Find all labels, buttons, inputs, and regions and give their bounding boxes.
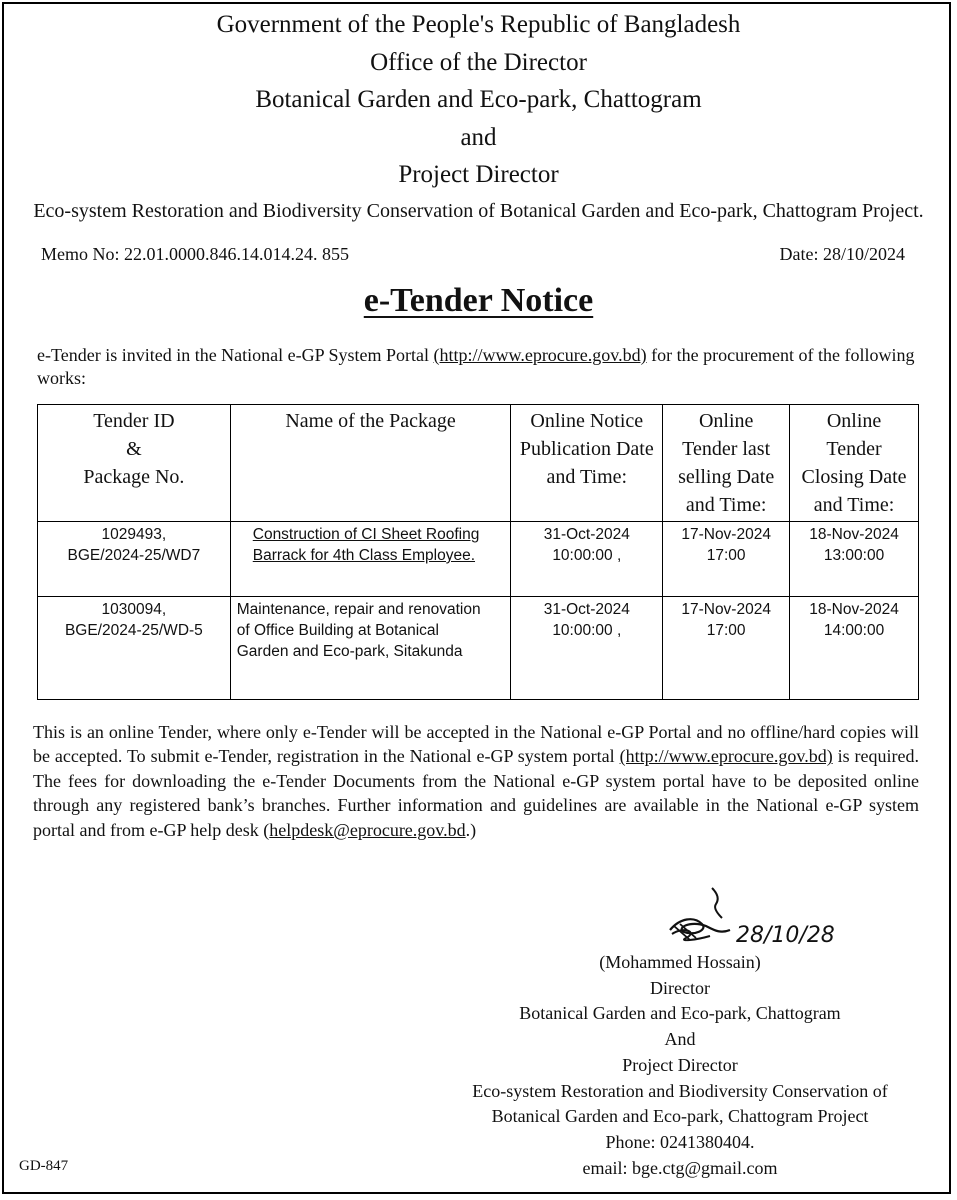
package-name-line: Construction of CI Sheet Roofing [252, 526, 480, 543]
header-tender-id-line: Tender ID [93, 410, 175, 432]
header-tender-id-line: Package No. [83, 466, 185, 488]
notice-title-text: e-Tender Notice [363, 282, 594, 319]
package-name-line: Garden and Eco-park, Sitakunda [236, 643, 463, 660]
table-row [38, 522, 919, 597]
cell-publication [511, 522, 663, 597]
closing-time: 13:00:00 [823, 547, 885, 564]
table-row [38, 597, 919, 700]
header-closing-line: and Time: [813, 494, 895, 516]
closing-date: 18-Nov-2024 [809, 601, 899, 618]
tender-table [37, 404, 919, 700]
header-publication-line: and Time: [546, 466, 628, 488]
cell-package-name [230, 522, 511, 597]
publication-date: 31-Oct-2024 [543, 601, 630, 618]
letterhead [0, 6, 957, 226]
memo-row [41, 244, 905, 265]
instructions-text: is required. The fees for downloading the e-Tender Documents from the National e-GP system portal have to be deposited online through any registered bank’s branches. Further information and guidelines are available in the National e-GP system portal and from e-GP help desk ( [33, 746, 919, 840]
signatory-project: Eco-system Restoration and Biodiversity Conservation of [472, 1080, 888, 1101]
signatory-title: Director [650, 977, 710, 998]
intro-text-end: for the procurement of the following works: [37, 345, 915, 388]
footer-code: GD-847 [19, 1158, 69, 1174]
publication-date: 31-Oct-2024 [543, 526, 630, 543]
header-package-name-text: Name of the Package [285, 410, 456, 432]
selling-date: 17-Nov-2024 [681, 526, 771, 543]
project-director-title: Project Director [398, 161, 559, 188]
intro-paragraph [37, 344, 917, 390]
tender-id: 1029493, [101, 526, 167, 543]
office-title: Office of the Director [370, 48, 587, 76]
header-selling-line: Tender last [682, 438, 771, 460]
cell-tender-id [38, 597, 231, 700]
package-no: BGE/2024-25/WD-5 [64, 622, 203, 639]
header-selling [663, 405, 790, 522]
header-package-name [230, 405, 511, 522]
selling-time: 17:00 [706, 547, 746, 564]
header-closing-line: Online [826, 410, 882, 432]
signatory-phone: Phone: 0241380404. [605, 1131, 755, 1152]
header-selling-line: Online [698, 410, 754, 432]
government-title: Government of the People's Republic of Bangladesh [216, 11, 741, 38]
package-no: BGE/2024-25/WD7 [67, 547, 201, 564]
signatory-email: email: bge.ctg@gmail.com [582, 1157, 778, 1178]
cell-selling [663, 522, 790, 597]
publication-time: 10:00:00 , [552, 547, 622, 564]
and-text: and [460, 123, 497, 151]
instructions-paragraph [33, 720, 919, 842]
tender-id: 1030094, [101, 601, 167, 618]
memo-date: Date: 28/10/2024 [779, 244, 905, 264]
helpdesk-email-link[interactable]: helpdesk@eprocure.gov.bd [269, 819, 466, 840]
instructions-text: This is an online Tender, where only e-Tender will be accepted in the National e-GP Portal and no offline/hard copies will be accepted. To submit e-Tender, registration in the National e-GP system portal [33, 722, 919, 767]
signatory-project: Botanical Garden and Eco-park, Chattogram Project [491, 1106, 869, 1127]
selling-time: 17:00 [706, 622, 746, 639]
signatory-title-2: Project Director [622, 1054, 738, 1075]
cell-closing [790, 597, 919, 700]
header-selling-line: and Time: [685, 494, 767, 516]
signature-date: 28/10/28 [736, 923, 835, 948]
package-name-line: Maintenance, repair and renovation [236, 601, 481, 618]
header-tender-id-line: & [126, 438, 142, 460]
header-closing-line: Closing Date [801, 466, 907, 488]
table-header-row [38, 405, 919, 522]
package-name-line: Barrack for 4th Class Employee. [252, 547, 476, 564]
project-title: Eco-system Restoration and Biodiversity Conservation of Botanical Garden and Eco-park, Chattogram Project. [33, 199, 924, 222]
notice-title [0, 282, 957, 320]
header-publication [511, 405, 663, 522]
header-publication-line: Online Notice [530, 410, 644, 432]
signatory-and: And [664, 1029, 696, 1050]
signatory-name: (Mohammed Hossain) [599, 952, 761, 972]
publication-time: 10:00:00 , [552, 622, 622, 639]
handwritten-signature [650, 880, 835, 960]
header-closing-line: Tender [826, 438, 882, 460]
eprocure-link[interactable]: (http://www.eprocure.gov.bd) [433, 345, 647, 365]
cell-package-name [230, 597, 511, 700]
cell-tender-id [38, 522, 231, 597]
closing-date: 18-Nov-2024 [809, 526, 899, 543]
header-selling-line: selling Date [678, 466, 775, 488]
garden-title: Botanical Garden and Eco-park, Chattogram [255, 86, 702, 113]
header-publication-line: Publication Date [519, 438, 654, 460]
instructions-text: .) [465, 819, 477, 840]
intro-text: e-Tender is invited in the National e-GP System Portal [37, 345, 434, 365]
cell-selling [663, 597, 790, 700]
header-tender-id [38, 405, 231, 522]
signatory-office: Botanical Garden and Eco-park, Chattogram [519, 1003, 841, 1024]
eprocure-link[interactable]: (http://www.eprocure.gov.bd) [619, 746, 833, 767]
closing-time: 14:00:00 [823, 622, 885, 639]
package-name-line: of Office Building at Botanical [236, 622, 439, 639]
header-closing [790, 405, 919, 522]
signatory-block [450, 950, 910, 1181]
memo-number: Memo No: 22.01.0000.846.14.014.24. 855 [41, 244, 349, 264]
cell-publication [511, 597, 663, 700]
selling-date: 17-Nov-2024 [681, 601, 771, 618]
cell-closing [790, 522, 919, 597]
